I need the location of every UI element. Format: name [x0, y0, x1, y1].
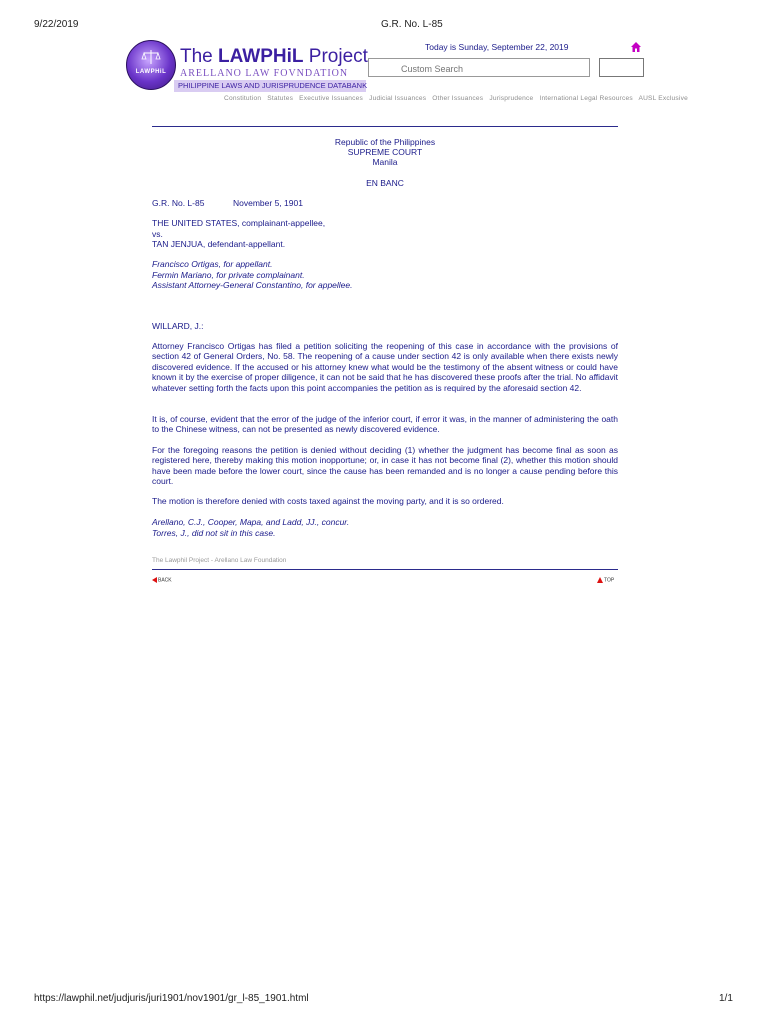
nav-constitution[interactable]: Constitution [224, 95, 262, 102]
court-division: EN BANC [366, 178, 404, 188]
print-url: https://lawphil.net/judjuris/juri1901/nov1901/gr_l-85_1901.html [34, 993, 309, 1004]
party-defendant: TAN JENJUA, defendant-appellant. [152, 239, 286, 249]
logo-label: LAWPHiL [135, 69, 167, 75]
nav-other-issuances[interactable]: Other Issuances [432, 95, 484, 102]
counsel-private-complainant: Fermin Mariano, for private complainant. [152, 270, 305, 280]
case-number: G.R. No. L-85 [152, 198, 205, 208]
print-date: 9/22/2019 [34, 19, 79, 30]
footer-divider [152, 569, 618, 570]
party-complainant: THE UNITED STATES, complainant-appellee, [152, 218, 326, 228]
top-nav [224, 95, 692, 102]
counsel-appellee: Assistant Attorney-General Constantino, for appellee. [152, 280, 353, 290]
print-page: 1/1 [719, 993, 733, 1004]
versus: vs. [152, 229, 163, 239]
nav-statutes[interactable]: Statutes [267, 95, 294, 102]
today-date: Today is Sunday, September 22, 2019 [425, 42, 569, 52]
opinion-paragraph: Attorney Francisco Ortigas has filed a petition soliciting the reopening of this case in accordance with the provisions of section 42 of General Orders, No. 58. The reopening of a cause under section 42 is only available when there exists newly discovered evidence. If the accused or his attorney knew what would be the testimony of the absent witness or could have known it by the exercise of proper diligence, it can not be said that he has discovered these proofs after the trial. No affidavit whatever setting forth the facts upon this point accompanies the petition as is required by the aforesaid section 42. [152, 341, 618, 393]
search-input[interactable] [369, 61, 589, 78]
concurrence: Arellano, C.J., Cooper, Mapa, and Ladd, JJ., concur. [152, 517, 350, 527]
home-icon[interactable] [630, 41, 642, 53]
lawphil-seal-icon [126, 40, 176, 90]
non-participation: Torres, J., did not sit in this case. [152, 528, 276, 538]
nav-executive-issuances[interactable]: Executive Issuances [299, 95, 364, 102]
nav-jurisprudence[interactable]: Jurisprudence [489, 95, 534, 102]
footer-note: The Lawphil Project - Arellano Law Foundation [152, 557, 287, 564]
nav-ausl-exclusive[interactable]: AUSL Exclusive [638, 95, 688, 102]
counsel-appellant: Francisco Ortigas, for appellant. [152, 259, 273, 269]
print-title: G.R. No. L-85 [381, 19, 443, 30]
court-republic: Republic of the Philippines [334, 137, 436, 147]
site-band: PHILIPPINE LAWS AND JURISPRUDENCE DATABANK [174, 80, 366, 92]
back-link[interactable]: BACK [152, 577, 172, 583]
court-location: Manila [372, 157, 398, 167]
search-button[interactable] [599, 58, 644, 77]
opinion-author: WILLARD, J.: [152, 321, 204, 331]
search-field[interactable] [368, 58, 590, 77]
top-arrow-icon [597, 577, 603, 583]
opinion-paragraph: For the foregoing reasons the petition is denied without deciding (1) whether the judgment has become final as soon as registered here, thereby making this motion inopportune; or, in case it has not become final (2), whether this motion should have been made before the lower court, since the cause has been remanded and is no longer a cause pending before this court. [152, 445, 618, 487]
back-arrow-icon [152, 577, 157, 583]
site-logo[interactable] [126, 40, 366, 92]
site-title: The LAWPHiL Project [180, 46, 368, 67]
nav-judicial-issuances[interactable]: Judicial Issuances [369, 95, 427, 102]
court-name: SUPREME COURT [347, 147, 423, 157]
header-divider [152, 126, 618, 127]
opinion-paragraph: It is, of course, evident that the error of the judge of the inferior court, if error it was, in the manner of administering the oath to the Chinese witness, can not be presented as newly discovered evidence. [152, 414, 618, 435]
opinion-paragraph: The motion is therefore denied with costs taxed against the moving party, and it is so ordered. [152, 496, 504, 506]
nav-international-legal-resources[interactable]: International Legal Resources [539, 95, 633, 102]
top-link[interactable]: TOP [597, 577, 614, 583]
site-subtitle: ARELLANO LAW FOVNDATION [180, 68, 349, 79]
case-date: November 5, 1901 [233, 198, 303, 208]
